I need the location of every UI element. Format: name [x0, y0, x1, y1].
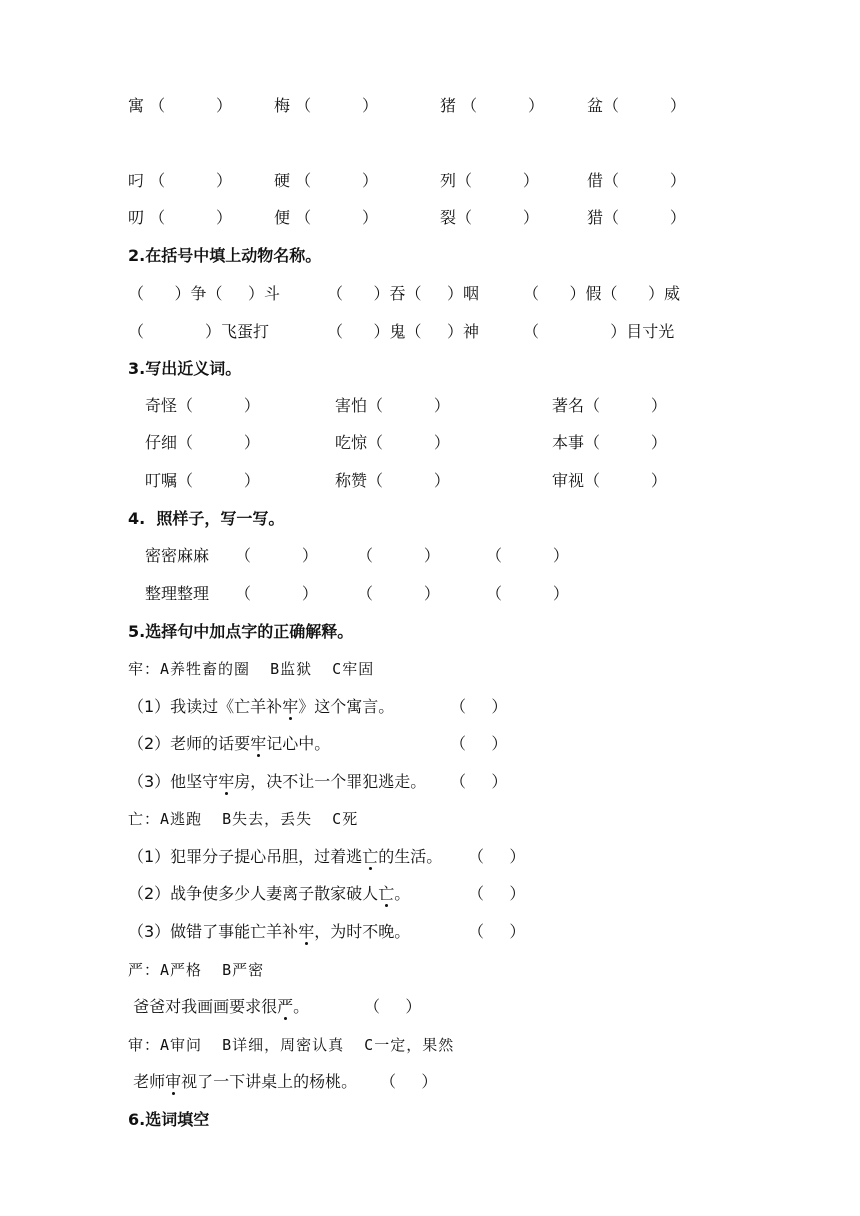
q3-r3c2: 称赞（ ）: [335, 471, 450, 490]
q4-r1-blank3: （ ）: [486, 546, 569, 565]
q5-lao-ans2: （ ）: [450, 734, 508, 753]
q5-wang-item3: （3）做错了事能亡羊补牢，为时不晚。: [128, 922, 411, 941]
q2-line2-a: （ ）飞蛋打: [128, 322, 270, 341]
q5-lao-item1: （1）我读过《亡羊补牢》这个寓言。: [128, 697, 395, 716]
grid1-r3c3: 裂（ ）: [440, 208, 539, 227]
q3-r2c2: 吃惊（ ）: [335, 433, 450, 452]
q3-r2c3: 本事（ ）: [552, 433, 667, 452]
q4-r2-blank3: （ ）: [486, 584, 569, 603]
grid1-r1c4: 盆（ ）: [587, 96, 686, 115]
q5-wang-item1: （1）犯罪分子提心吊胆，过着逃亡的生活。: [128, 847, 443, 866]
q5-yan-item1: 爸爸对我画画要求很严。: [128, 997, 310, 1016]
q2-line1-a: （ ）争（ ）斗: [128, 284, 280, 303]
q5-wang-item2: （2）战争使多少人妻离子散家破人亡。: [128, 884, 411, 903]
q2-title: 2.在括号中填上动物名称。: [128, 246, 322, 265]
q4-r2-blank2: （ ）: [357, 584, 440, 603]
grid1-r2c4: 借（ ）: [587, 171, 686, 190]
q2-line1-b: （ ）吞（ ）咽: [327, 284, 479, 303]
q2-line1-c: （ ）假（ ）威: [523, 284, 681, 303]
grid1-r1c2: 梅 （ ）: [274, 96, 378, 115]
grid1-r2c2: 硬 （ ）: [274, 171, 378, 190]
q5-title: 5.选择句中加点字的正确解释。: [128, 622, 354, 641]
q3-r1c1: 奇怪（ ）: [145, 396, 260, 415]
q5-lao-item3: （3）他坚守牢房，决不让一个罪犯逃走。: [128, 772, 427, 791]
q3-r3c1: 叮嘱（ ）: [145, 471, 260, 490]
grid1-r1c1: 寓 （ ）: [128, 96, 232, 115]
q5-def-wang: 亡：A逃跑 B失去，丢失 C死: [128, 810, 359, 828]
q5-wang-ans2: （ ）: [468, 884, 526, 903]
q4-r1-example: 密密麻麻: [145, 546, 210, 565]
q5-def-yan: 严：A严格 B严密: [128, 961, 265, 979]
grid1-r2c3: 列（ ）: [440, 171, 539, 190]
q3-r2c1: 仔细（ ）: [145, 433, 260, 452]
q5-lao-item2: （2）老师的话要牢记心中。: [128, 734, 331, 753]
q6-title: 6.选词填空: [128, 1110, 210, 1129]
q5-lao-ans3: （ ）: [450, 772, 508, 791]
q5-lao-ans1: （ ）: [450, 697, 508, 716]
q3-r1c3: 著名（ ）: [552, 396, 667, 415]
q5-yan-ans1: （ ）: [364, 997, 422, 1016]
q5-wang-ans1: （ ）: [468, 847, 526, 866]
grid1-r3c4: 猎（ ）: [587, 208, 686, 227]
grid1-r1c3: 猪 （ ）: [440, 96, 544, 115]
q2-line2-c: （ ）目寸光: [523, 322, 675, 341]
q3-title: 3.写出近义词。: [128, 359, 242, 378]
q2-line2-b: （ ）鬼（ ）神: [327, 322, 479, 341]
q4-r1-blank1: （ ）: [235, 546, 318, 565]
grid1-r3c2: 便 （ ）: [274, 208, 378, 227]
q4-title: 4. 照样子，写一写。: [128, 509, 285, 528]
q4-r2-blank1: （ ）: [235, 584, 318, 603]
q3-r3c3: 审视（ ）: [552, 471, 667, 490]
q4-r1-blank2: （ ）: [357, 546, 440, 565]
grid1-r2c1: 叼 （ ）: [128, 171, 232, 190]
q3-r1c2: 害怕（ ）: [335, 396, 450, 415]
q5-def-lao: 牢：A养牲畜的圈 B监狱 C牢固: [128, 660, 375, 678]
q5-def-shen: 审：A审问 B详细，周密认真 C一定，果然: [128, 1036, 455, 1054]
q5-wang-ans3: （ ）: [468, 922, 526, 941]
q4-r2-example: 整理整理: [145, 584, 210, 603]
grid1-r3c1: 叨 （ ）: [128, 208, 232, 227]
q5-shen-ans1: （ ）: [380, 1072, 438, 1091]
q5-shen-item1: 老师审视了一下讲桌上的杨桃。: [128, 1072, 358, 1091]
